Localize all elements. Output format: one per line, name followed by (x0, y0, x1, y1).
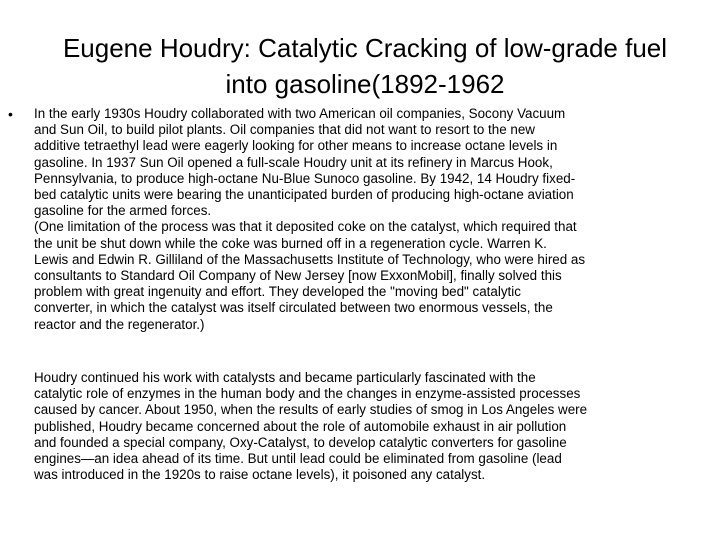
text-line: (One limitation of the process was that it deposited coke on the catalyst, which required that (34, 219, 577, 235)
text-line: In the early 1930s Houdry collaborated with two American oil companies, Socony Vacuum (34, 106, 566, 121)
text-line: Lewis and Edwin R. Gilliland of the Massachusetts Institute of Technology, who were hired as (34, 251, 586, 267)
text-line: converter, in which the catalyst was itself circulated between two enormous vessels, the (34, 300, 553, 316)
text-line: engines—an idea ahead of its time. But until lead could be eliminated from gasoline (lead (34, 451, 562, 467)
slide-title: Eugene Houdry: Catalytic Cracking of low-grade fuel into gasoline(1892-1962 (62, 33, 668, 99)
text-line: catalytic role of enzymes in the human body and the changes in enzyme-assisted processes (34, 386, 581, 402)
paragraph-collaboration (34, 106, 714, 333)
text-line: bed catalytic units were bearing the unanticipated burden of producing high-octane aviation (34, 187, 574, 203)
text-line: was introduced in the 1920s to raise octane levels), it poisoned any catalyst. (34, 467, 486, 483)
bullet-icon: • (8, 106, 13, 122)
text-line: Houdry continued his work with catalysts and became particularly fascinated with the (34, 370, 536, 385)
text-line: and Sun Oil, to build pilot plants. Oil companies that did not want to resort to the new (34, 122, 535, 138)
text-line: reactor and the regenerator.) (34, 316, 205, 332)
text-line: and founded a special company, Oxy-Catalyst, to develop catalytic converters for gasoline (34, 434, 567, 450)
text-line: published, Houdry became concerned about the role of automobile exhaust in air pollution (34, 418, 567, 434)
text-line: gasoline for the armed forces. (34, 203, 212, 219)
text-line: additive tetraethyl lead were eagerly looking for other means to increase octane levels in (34, 138, 558, 154)
text-line: gasoline. In 1937 Sun Oil opened a full-scale Houdry unit at its refinery in Marcus Hook, (34, 154, 553, 170)
text-line: problem with great ingenuity and effort. They developed the "moving bed" catalytic (34, 284, 521, 300)
text-line: the unit be shut down while the coke was burned off in a regeneration cycle. Warren K. (34, 235, 547, 251)
text-line: caused by cancer. About 1950, when the results of early studies of smog in Los Angeles were (34, 402, 588, 418)
text-line: consultants to Standard Oil Company of New Jersey [now ExxonMobil], finally solved this (34, 268, 562, 284)
paragraph-later-work (34, 370, 714, 483)
text-line: Pennsylvania, to produce high-octane Nu-Blue Sunoco gasoline. By 1942, 14 Houdry fixed- (34, 170, 576, 186)
